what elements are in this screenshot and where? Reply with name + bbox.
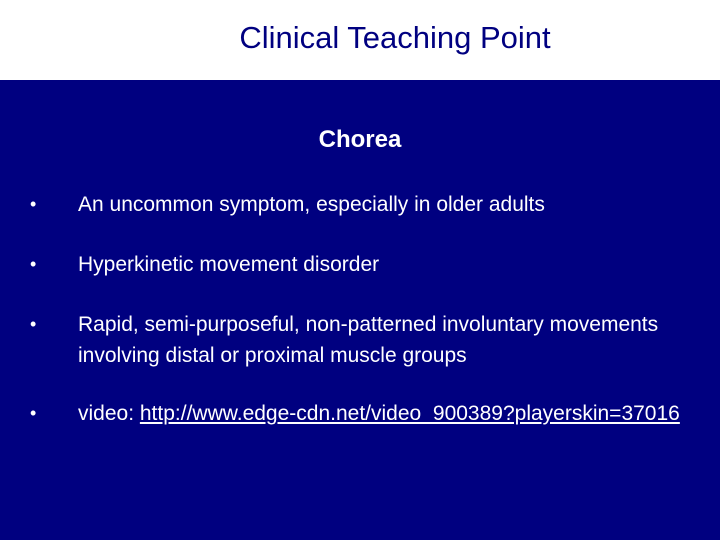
bullet-marker: •	[30, 403, 37, 423]
bullet-text: Rapid, semi-purposeful, non-patterned involuntary movements involving distal or proximal muscle groups	[78, 313, 659, 367]
slide-body	[0, 80, 720, 540]
bullet-marker: •	[30, 254, 37, 274]
slide-title: Clinical Teaching Point	[239, 20, 551, 55]
bullet-text	[78, 398, 698, 429]
bullet-text: An uncommon symptom, especially in older adults	[78, 193, 545, 216]
bullet-marker: •	[30, 194, 37, 214]
slide-header	[0, 0, 720, 80]
bullet-text: Hyperkinetic movement disorder	[78, 253, 380, 276]
video-link[interactable]: http://www.edge-cdn.net/video_900389?playerskin=37016	[139, 402, 680, 425]
slide-subtitle: Chorea	[318, 126, 402, 153]
bullet-marker: •	[30, 314, 37, 334]
video-label: video:	[78, 402, 140, 425]
